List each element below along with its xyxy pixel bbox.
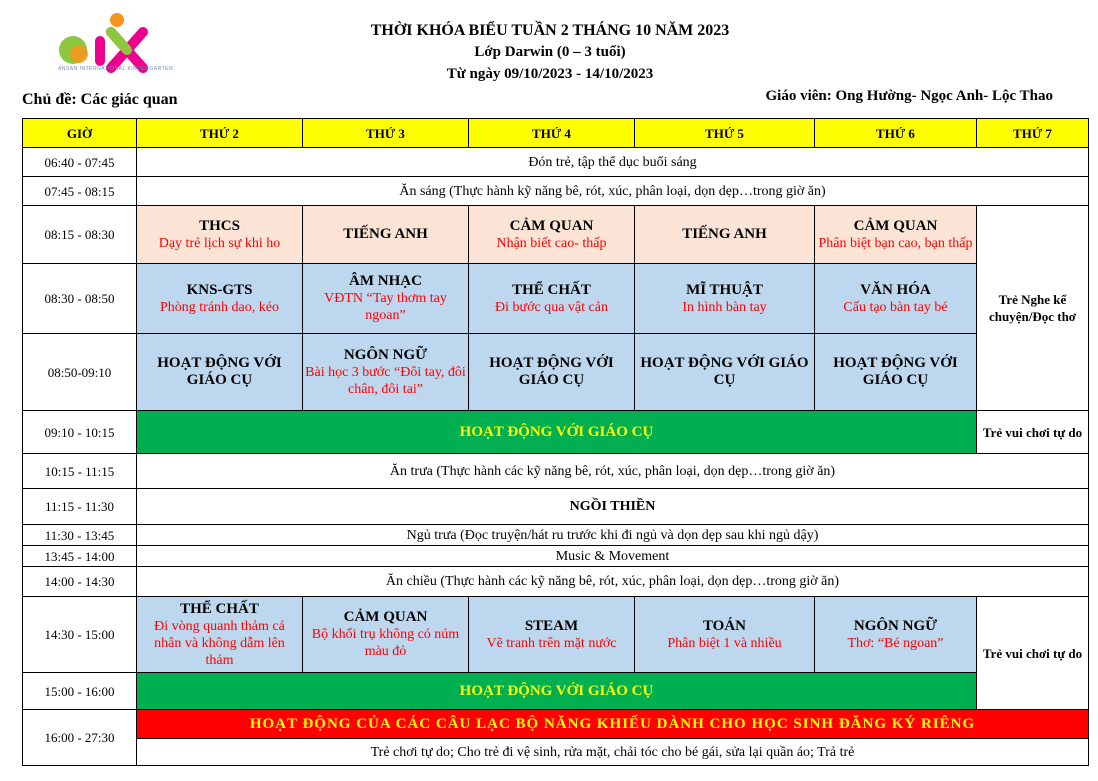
lesson-title: KNS-GTS xyxy=(186,281,253,298)
time-cell: 10:15 - 11:15 xyxy=(23,454,137,489)
time-cell: 11:30 - 13:45 xyxy=(23,525,137,546)
lesson-title: CẢM QUAN xyxy=(509,217,594,234)
teachers-label: Giáo viên: Ong Hường- Ngọc Anh- Lộc Thao xyxy=(765,88,1053,104)
lesson-cell xyxy=(635,264,815,334)
lesson-note: Đi bước qua vật cản xyxy=(495,299,608,315)
lesson-title: TOÁN xyxy=(702,617,747,634)
theme-label: Chủ đề: Các giác quan xyxy=(22,91,178,108)
lesson-title: HOẠT ĐỘNG VỚI GIÁO CỤ xyxy=(157,355,282,388)
saturday-cell: Trẻ vui chơi tự do xyxy=(977,411,1089,454)
lesson-title: THCS xyxy=(199,217,240,234)
lesson-cell xyxy=(469,206,635,264)
activity-cell: Đón trẻ, tập thể dục buổi sáng xyxy=(137,148,1089,177)
page-title: THỜI KHÓA BIỂU TUẦN 2 THÁNG 10 NĂM 2023 xyxy=(370,22,730,39)
col-thu: THỨ 5 xyxy=(635,119,815,148)
lesson-cell xyxy=(303,264,469,334)
table-row xyxy=(23,334,1089,411)
time-cell: 08:15 - 08:30 xyxy=(23,206,137,264)
lesson-cell xyxy=(137,334,303,411)
lesson-title: HOẠT ĐỘNG VỚI GIÁO CỤ xyxy=(833,355,958,388)
header-row xyxy=(23,119,1089,148)
lesson-title: STEAM xyxy=(524,617,579,634)
time-cell: 14:30 - 15:00 xyxy=(23,597,137,673)
lesson-title: CẢM QUAN xyxy=(853,217,938,234)
table-row xyxy=(23,411,1089,454)
lesson-title: VĂN HÓA xyxy=(860,281,931,298)
lesson-title: MĨ THUẬT xyxy=(686,281,763,298)
lesson-title: HOẠT ĐỘNG VỚI GIÁO CỤ xyxy=(489,355,614,388)
table-row xyxy=(23,489,1089,525)
lesson-note: Bài học 3 bước “Đôi tay, đôi chân, đôi tai” xyxy=(305,364,466,397)
lesson-note: Dạy trẻ lịch sự khi ho xyxy=(158,235,281,251)
lesson-title: TIẾNG ANH xyxy=(343,226,428,242)
activity-cell: Ăn chiều (Thực hành các kỹ năng bê, rót, xúc, phân loại, dọn dẹp…trong giờ ăn) xyxy=(137,567,1089,597)
logo-tagline: ANSAN INTERNATIONAL KINDERGARTEN xyxy=(58,66,174,72)
table-row xyxy=(23,177,1089,206)
lesson-cell xyxy=(303,206,469,264)
lesson-cell xyxy=(635,206,815,264)
activity-banner: HOẠT ĐỘNG VỚI GIÁO CỤ xyxy=(137,673,977,710)
col-tue: THỨ 3 xyxy=(303,119,469,148)
lesson-cell xyxy=(303,597,469,673)
table-row xyxy=(23,567,1089,597)
time-cell: 09:10 - 10:15 xyxy=(23,411,137,454)
activity-cell: Ăn sáng (Thực hành kỹ năng bê, rót, xúc, phân loại, dọn dẹp…trong giờ ăn) xyxy=(137,177,1089,206)
time-cell: 06:40 - 07:45 xyxy=(23,148,137,177)
lesson-cell xyxy=(137,597,303,673)
lesson-title: NGÔN NGỮ xyxy=(853,617,938,634)
col-time: GIỜ xyxy=(23,119,137,148)
lesson-cell xyxy=(815,334,977,411)
lesson-cell xyxy=(469,334,635,411)
lesson-cell xyxy=(303,334,469,411)
activity-cell: Music & Movement xyxy=(137,546,1089,567)
time-cell: 15:00 - 16:00 xyxy=(23,673,137,710)
table-row xyxy=(23,710,1089,739)
date-line: Từ ngày 09/10/2023 - 14/10/2023 xyxy=(446,66,654,82)
table-row xyxy=(23,264,1089,334)
table-row xyxy=(23,597,1089,673)
lesson-note: Nhận biết cao- thấp xyxy=(496,235,607,251)
time-cell: 08:50-09:10 xyxy=(23,334,137,411)
lesson-title: THỂ CHẤT xyxy=(512,281,591,298)
lesson-title: TIẾNG ANH xyxy=(682,226,767,242)
table-row xyxy=(23,525,1089,546)
table-row xyxy=(23,206,1089,264)
col-fri: THỨ 6 xyxy=(815,119,977,148)
table-row xyxy=(23,739,1089,766)
lesson-note: Đi vòng quanh thảm cá nhân và không dẫm lên thảm xyxy=(154,618,285,668)
time-cell: 07:45 - 08:15 xyxy=(23,177,137,206)
lesson-note: In hình bàn tay xyxy=(682,299,767,315)
lesson-cell xyxy=(815,206,977,264)
lesson-title: NGÔN NGỮ xyxy=(343,346,428,363)
time-cell: 14:00 - 14:30 xyxy=(23,567,137,597)
lesson-title: HOẠT ĐỘNG VỚI GIÁO CỤ xyxy=(640,355,809,388)
saturday-afternoon-cell: Trẻ vui chơi tự do xyxy=(977,597,1089,710)
lesson-note: Phân biệt 1 và nhiều xyxy=(667,635,782,651)
activity-cell: Trẻ chơi tự do; Cho trẻ đi vệ sinh, rửa mặt, chải tóc cho bé gái, sửa lại quần áo; Trả trẻ xyxy=(137,739,1089,766)
lesson-title: CẢM QUAN xyxy=(343,609,428,625)
lesson-cell xyxy=(815,597,977,673)
table-row xyxy=(23,454,1089,489)
club-banner: HOẠT ĐỘNG CỦA CÁC CÂU LẠC BỘ NĂNG KHIẾU DÀNH CHO HỌC SINH ĐĂNG KÝ RIÊNG xyxy=(137,710,1089,739)
col-wed: THỨ 4 xyxy=(469,119,635,148)
lesson-note: Cấu tạo bàn tay bé xyxy=(843,299,948,315)
activity-cell: Ăn trưa (Thực hành các kỹ năng bê, rót, xúc, phân loại, dọn dẹp…trong giờ ăn) xyxy=(137,454,1089,489)
time-cell: 16:00 - 27:30 xyxy=(23,710,137,766)
lesson-note: Thơ: “Bé ngoan” xyxy=(847,635,944,651)
lesson-note: Vẽ tranh trên mặt nước xyxy=(486,635,617,651)
lesson-note: Phân biệt bạn cao, bạn thấp xyxy=(818,235,973,251)
lesson-cell xyxy=(635,597,815,673)
activity-cell: Ngủ trưa (Đọc truyện/hát ru trước khi đi ngủ và dọn dẹp sau khi ngủ dậy) xyxy=(137,525,1089,546)
lesson-cell xyxy=(815,264,977,334)
lesson-cell xyxy=(137,206,303,264)
lesson-note: Phòng tránh dao, kéo xyxy=(160,299,279,315)
table-row xyxy=(23,546,1089,567)
lesson-cell xyxy=(137,264,303,334)
col-mon: THỨ 2 xyxy=(137,119,303,148)
activity-cell: NGỒI THIỀN xyxy=(137,489,1089,525)
lesson-note: Bộ khối trụ không có núm màu đỏ xyxy=(311,627,460,659)
lesson-title: THỂ CHẤT xyxy=(180,600,259,617)
lesson-title: ÂM NHẠC xyxy=(349,273,422,289)
class-line: Lớp Darwin (0 – 3 tuổi) xyxy=(474,44,626,60)
table-row xyxy=(23,148,1089,177)
timetable xyxy=(22,118,1089,766)
table-row xyxy=(23,673,1089,710)
col-sat: THỨ 7 xyxy=(977,119,1089,148)
lesson-note: VĐTN “Tay thơm tay ngoan” xyxy=(324,291,447,323)
time-cell: 13:45 - 14:00 xyxy=(23,546,137,567)
time-cell: 11:15 - 11:30 xyxy=(23,489,137,525)
lesson-cell xyxy=(469,597,635,673)
activity-banner: HOẠT ĐỘNG VỚI GIÁO CỤ xyxy=(137,411,977,454)
time-cell: 08:30 - 08:50 xyxy=(23,264,137,334)
saturday-morning-cell: Trẻ Nghe kể chuyện/Đọc thơ xyxy=(977,206,1089,411)
lesson-cell xyxy=(469,264,635,334)
lesson-cell xyxy=(635,334,815,411)
